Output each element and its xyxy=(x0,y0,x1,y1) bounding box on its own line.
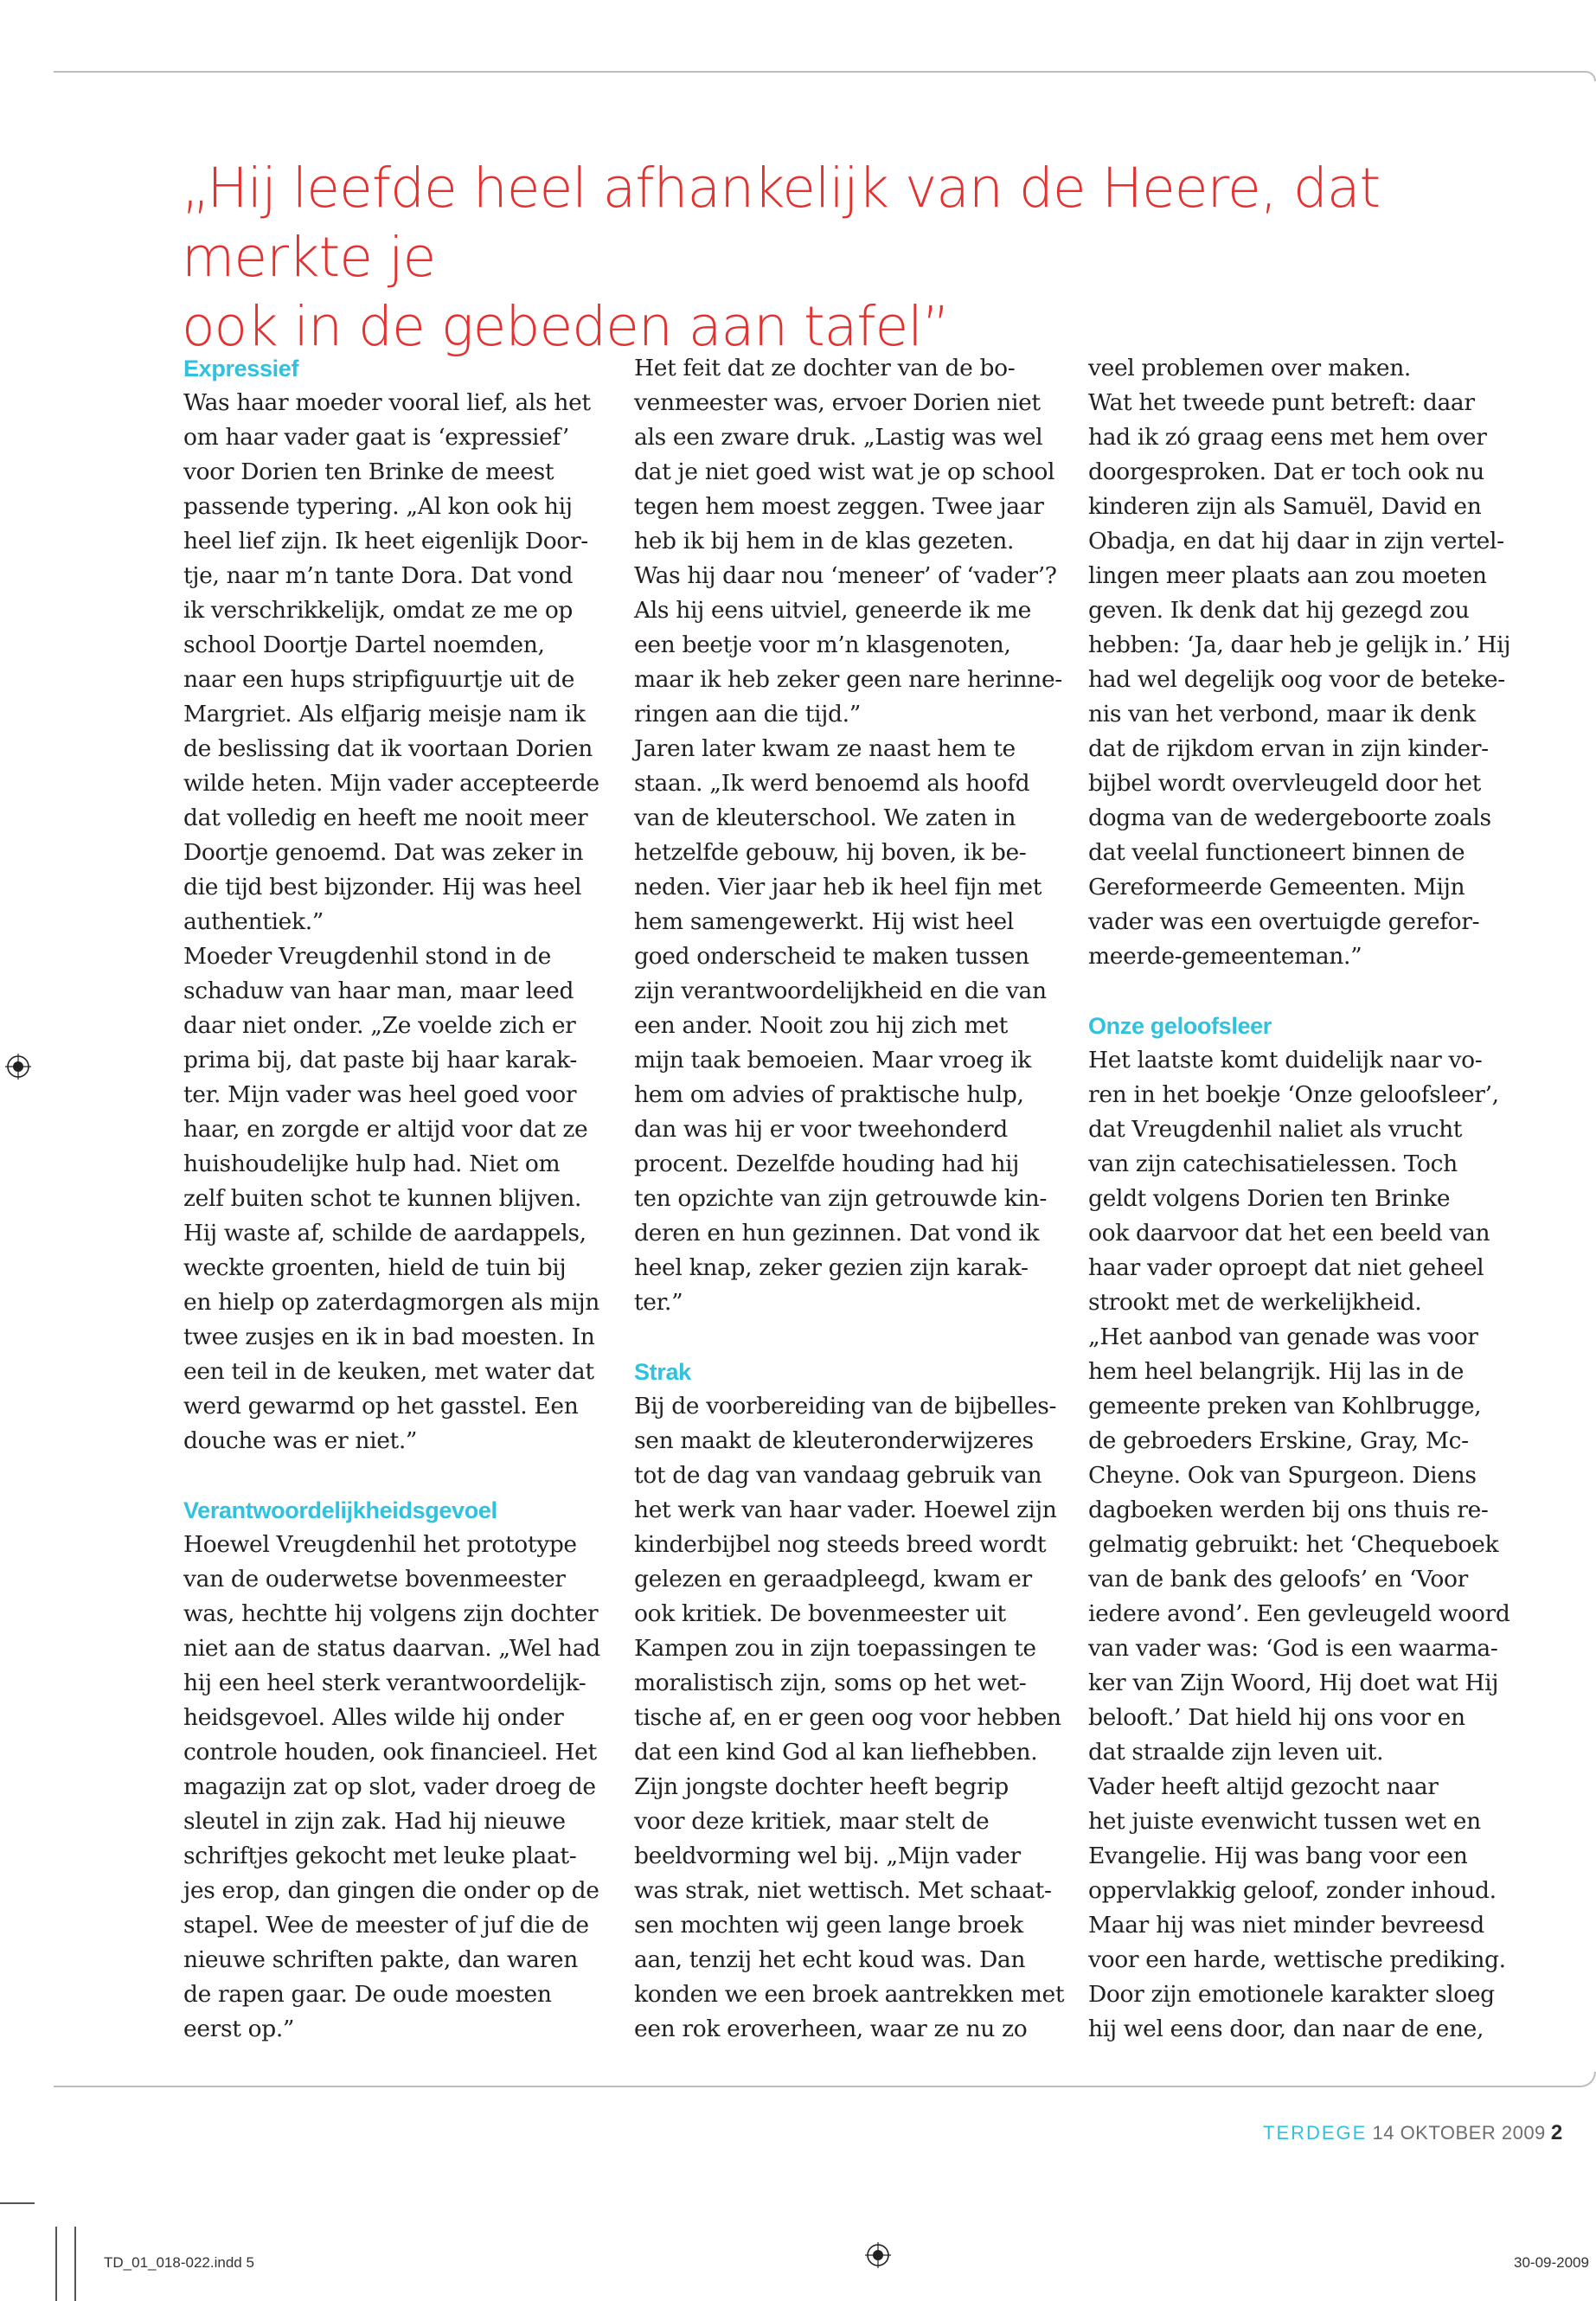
body-text-line: zijn verantwoordelijkheid en die van xyxy=(634,977,1047,1004)
body-text-line: mijn taak bemoeien. Maar vroeg ik xyxy=(634,1047,1031,1074)
body-text-line: Wat het tweede punt betreft: daar xyxy=(1088,389,1475,416)
body-text-line: en hielp op zaterdagmorgen als mijn xyxy=(183,1289,599,1316)
body-text-line: moralistisch zijn, soms op het wet- xyxy=(634,1670,1027,1696)
body-text-line: hij wel eens door, dan naar de ene, xyxy=(1088,2016,1484,2042)
body-text-line: Obadja, en dat hij daar in zijn vertel- xyxy=(1088,528,1504,554)
body-text-line: tje, naar m’n tante Dora. Dat vond xyxy=(183,562,574,589)
body-text-line: was strak, niet wettisch. Met schaat- xyxy=(634,1877,1052,1904)
body-text-line: een beetje voor m’n klasgenoten, xyxy=(634,631,1011,658)
body-text-line: wilde heten. Mijn vader accepteerde xyxy=(183,770,599,797)
body-text-line: voor deze kritiek, maar stelt de xyxy=(634,1808,990,1835)
section-heading: Verantwoordelijkheidsgevoel xyxy=(183,1497,497,1523)
section-heading: Expressief xyxy=(183,356,299,381)
body-text-line: vader was een overtuigde gerefor- xyxy=(1088,908,1480,935)
body-text-line: van de kleuterschool. We zaten in xyxy=(634,804,1016,831)
body-text-line: schaduw van haar man, maar leed xyxy=(183,977,574,1004)
body-text-line: werd gewarmd op het gasstel. Een xyxy=(183,1393,579,1420)
page-footer xyxy=(1263,2116,1596,2150)
body-text-line: Het feit dat ze dochter van de bo- xyxy=(634,355,1016,381)
body-text-line: schriftjes gekocht met leuke plaat- xyxy=(183,1843,577,1869)
body-text-line: bijbel wordt overvleugeld door het xyxy=(1088,770,1481,797)
body-text-line: dat Vreugdenhil naliet als vrucht xyxy=(1088,1116,1463,1143)
body-text-line: Kampen zou in zijn toepassingen te xyxy=(634,1635,1036,1662)
body-text-line: heidsgevoel. Alles wilde hij onder xyxy=(183,1704,564,1731)
body-text-line: hem samengewerkt. Hij wist heel xyxy=(634,908,1014,935)
body-text-line: de beslissing dat ik voortaan Dorien xyxy=(183,735,593,762)
body-text-line: gelezen en geraadpleegd, kwam er xyxy=(634,1566,1032,1593)
page-number: 2 xyxy=(1550,2121,1563,2144)
body-text-line: iedere avond’. Een gevleugeld woord xyxy=(1088,1600,1510,1627)
body-text-line: sleutel in zijn zak. Had hij nieuwe xyxy=(183,1808,566,1835)
body-text-line: aan, tenzij het echt koud was. Dan xyxy=(634,1946,1026,1973)
body-text-line: Bij de voorbereiding van de bijbelles- xyxy=(634,1393,1057,1420)
body-text-line: was, hechtte hij volgens zijn dochter xyxy=(183,1600,599,1627)
body-text-line: dogma van de wedergeboorte zoals xyxy=(1088,804,1491,831)
body-text-line: doorgesproken. Dat er toch ook nu xyxy=(1088,458,1484,485)
body-text-line: Moeder Vreugdenhil stond in de xyxy=(183,943,551,970)
body-text-line: magazijn zat op slot, vader droeg de xyxy=(183,1773,596,1800)
body-text-line: de gebroeders Erskine, Gray, Mc- xyxy=(1088,1427,1469,1454)
body-text-line: twee zusjes en ik in bad moesten. In xyxy=(183,1324,595,1350)
body-text-line: ook daarvoor dat het een beeld van xyxy=(1088,1220,1490,1247)
body-text-line: die tijd best bijzonder. Hij was heel xyxy=(183,874,582,901)
crop-mark xyxy=(74,2227,76,2301)
body-text-line: dat veelal functioneert binnen de xyxy=(1088,839,1465,866)
body-text-line: belooft.’ Dat hield hij ons voor en xyxy=(1088,1704,1465,1731)
body-text-line: tische af, en er geen oog voor hebben xyxy=(634,1704,1061,1731)
body-text-line: Het laatste komt duidelijk naar vo- xyxy=(1088,1047,1483,1074)
magazine-name: TERDEGE xyxy=(1263,2122,1368,2144)
body-text-line: dat je niet goed wist wat je op school xyxy=(634,458,1055,485)
body-text-line: van de ouderwetse bovenmeester xyxy=(183,1566,566,1593)
body-text-line: hem heel belangrijk. Hij las in de xyxy=(1088,1358,1465,1385)
paragraph-gap xyxy=(634,1320,1067,1355)
body-text-line: Hij waste af, schilde de aardappels, xyxy=(183,1220,586,1247)
body-text-line: ter. Mijn vader was heel goed voor xyxy=(183,1081,577,1108)
crop-mark xyxy=(0,2202,35,2204)
body-text-line: Vader heeft altijd gezocht naar xyxy=(1088,1773,1439,1800)
body-text-line: staan. „Ik werd benoemd als hoofd xyxy=(634,770,1030,797)
body-text-line: Was haar moeder vooral lief, als het xyxy=(183,389,591,416)
body-text-line: dat de rijkdom ervan in zijn kinder- xyxy=(1088,735,1489,762)
body-text-line: weckte groenten, hield de tuin bij xyxy=(183,1254,567,1281)
body-text-line: gelmatig gebruikt: het ‘Chequeboek xyxy=(1088,1531,1499,1558)
body-text-line: ook kritiek. De bovenmeester uit xyxy=(634,1600,1006,1627)
pull-quote-line-1: „Hij leefde heel afhankelijk van de Heere, dat merkte je xyxy=(182,157,1381,289)
body-text-line: heel knap, zeker gezien zijn karak- xyxy=(634,1254,1029,1281)
body-text-line: procent. Dezelfde houding had hij xyxy=(634,1150,1020,1177)
body-text-line: oppervlakkig geloof, zonder inhoud. xyxy=(1088,1877,1497,1904)
body-text-line: van vader was: ‘God is een waarma- xyxy=(1088,1635,1498,1662)
paragraph-gap xyxy=(1088,974,1521,1009)
body-text-line: hebben: ‘Ja, daar heb je gelijk in.’ Hij xyxy=(1088,631,1511,658)
body-text-line: douche was er niet.” xyxy=(183,1427,418,1454)
body-text-line: Door zijn emotionele karakter sloeg xyxy=(1088,1981,1495,2008)
body-text-line: venmeester was, ervoer Dorien niet xyxy=(634,389,1041,416)
body-text-line: van de bank des geloofs’ en ‘Voor xyxy=(1088,1566,1468,1593)
section-heading: Strak xyxy=(634,1359,691,1385)
body-text-line: prima bij, dat paste bij haar karak- xyxy=(183,1047,578,1074)
body-text-line: Doortje genoemd. Dat was zeker in xyxy=(183,839,584,866)
body-text-line: daar niet onder. „Ze voelde zich er xyxy=(183,1012,576,1039)
body-text-line: ringen aan die tijd.” xyxy=(634,701,861,727)
body-text-line: hem om advies of praktische hulp, xyxy=(634,1081,1024,1108)
slug-date: 30-09-2009 xyxy=(1514,2254,1589,2271)
body-text-line: Margriet. Als elfjarig meisje nam ik xyxy=(183,701,586,727)
body-text-line: als een zware druk. „Lastig was wel xyxy=(634,424,1043,451)
body-text-line: dat volledig en heeft me nooit meer xyxy=(183,804,588,831)
registration-mark-icon xyxy=(865,2242,891,2268)
body-text-line: deren en hun gezinnen. Dat vond ik xyxy=(634,1220,1040,1247)
body-text-line: ren in het boekje ‘Onze geloofsleer’, xyxy=(1088,1081,1499,1108)
body-text-line: huishoudelijke hulp had. Niet om xyxy=(183,1150,561,1177)
body-text-line: ter.” xyxy=(634,1289,683,1316)
body-text-line: tot de dag van vandaag gebruik van xyxy=(634,1462,1042,1489)
body-text-line: voor een harde, wettische prediking. xyxy=(1088,1946,1506,1973)
body-text-line: had ik zó graag eens met hem over xyxy=(1088,424,1487,451)
body-text-line: Zijn jongste dochter heeft begrip xyxy=(634,1773,1009,1800)
body-text-line: school Doortje Dartel noemden, xyxy=(183,631,545,658)
bottom-rule xyxy=(54,2072,1596,2087)
text-column-1 xyxy=(183,351,616,2047)
body-text-line: Als hij eens uitviel, geneerde ik me xyxy=(634,597,1031,624)
body-text-line: kinderbijbel nog steeds breed wordt xyxy=(634,1531,1047,1558)
body-text-line: kinderen zijn als Samuël, David en xyxy=(1088,493,1482,520)
top-rule xyxy=(54,71,1596,81)
body-text-line: strookt met de werkelijkheid. xyxy=(1088,1289,1422,1316)
pull-quote xyxy=(182,154,1531,362)
body-text-line: nis van het verbond, maar ik denk xyxy=(1088,701,1476,727)
body-text-line: ten opzichte van zijn getrouwde kin- xyxy=(634,1185,1047,1212)
body-text-line: naar een hups stripfiguurtje uit de xyxy=(183,666,575,693)
body-text-line: veel problemen over maken. xyxy=(1088,355,1412,381)
body-text-line: dat een kind God al kan liefhebben. xyxy=(634,1739,1038,1766)
registration-mark-icon xyxy=(5,1054,31,1080)
body-text-line: voor Dorien ten Brinke de meest xyxy=(183,458,554,485)
section-heading: Onze geloofsleer xyxy=(1088,1013,1272,1039)
body-text-line: hij een heel sterk verantwoordelijk- xyxy=(183,1670,586,1696)
slug-filename: TD_01_018-022.indd 5 xyxy=(104,2254,254,2271)
body-text-line: dagboeken werden bij ons thuis re- xyxy=(1088,1497,1489,1523)
body-text-line: nieuwe schriften pakte, dan waren xyxy=(183,1946,578,1973)
body-text-line: Gereformeerde Gemeenten. Mijn xyxy=(1088,874,1465,901)
paragraph-gap xyxy=(183,1458,616,1493)
body-text-line: meerde-gemeenteman.” xyxy=(1088,943,1362,970)
body-text-line: jes erop, dan gingen die onder op de xyxy=(183,1877,599,1904)
body-text-line: om haar vader gaat is ‘expressief’ xyxy=(183,424,569,451)
body-text-line: het juiste evenwicht tussen wet en xyxy=(1088,1808,1481,1835)
text-column-2 xyxy=(634,351,1067,2047)
body-text-line: maar ik heb zeker geen nare herinne- xyxy=(634,666,1062,693)
body-text-line: heel lief zijn. Ik heet eigenlijk Door- xyxy=(183,528,588,554)
body-text-line: heb ik bij hem in de klas gezeten. xyxy=(634,528,1015,554)
body-text-line: zelf buiten schot te kunnen blijven. xyxy=(183,1185,582,1212)
body-text-line: haar vader oproept dat niet geheel xyxy=(1088,1254,1484,1281)
body-text-line: beeldvorming wel bij. „Mijn vader xyxy=(634,1843,1021,1869)
body-text-line: een teil in de keuken, met water dat xyxy=(183,1358,594,1385)
body-text-line: sen mochten wij geen lange broek xyxy=(634,1912,1023,1939)
crop-mark xyxy=(55,2227,57,2301)
body-text-line: hetzelfde gebouw, hij boven, ik be- xyxy=(634,839,1027,866)
body-text-line: Hoewel Vreugdenhil het prototype xyxy=(183,1531,577,1558)
body-text-line: stapel. Wee de meester of juf die de xyxy=(183,1912,589,1939)
body-text-line: Maar hij was niet minder bevreesd xyxy=(1088,1912,1484,1939)
body-text-line: ker van Zijn Woord, Hij doet wat Hij xyxy=(1088,1670,1499,1696)
body-text-line: konden we een broek aantrekken met xyxy=(634,1981,1065,2008)
body-text-line: goed onderscheid te maken tussen xyxy=(634,943,1029,970)
body-text-line: haar, en zorgde er altijd voor dat ze xyxy=(183,1116,588,1143)
body-text-line: sen maakt de kleuteronderwijzeres xyxy=(634,1427,1034,1454)
body-text-line: van zijn catechisatielessen. Toch xyxy=(1088,1150,1458,1177)
body-text-line: niet aan de status daarvan. „Wel had xyxy=(183,1635,600,1662)
body-text-line: eerst op.” xyxy=(183,2016,295,2042)
body-text-line: lingen meer plaats aan zou moeten xyxy=(1088,562,1487,589)
body-text-line: neden. Vier jaar heb ik heel fijn met xyxy=(634,874,1042,901)
body-text-line: de rapen gaar. De oude moesten xyxy=(183,1981,552,2008)
body-text-line: geldt volgens Dorien ten Brinke xyxy=(1088,1185,1451,1212)
body-text-line: passende typering. „Al kon ook hij xyxy=(183,493,573,520)
body-text-line: Was hij daar nou ‘meneer’ of ‘vader’? xyxy=(634,562,1057,589)
body-text-line: dat straalde zijn leven uit. xyxy=(1088,1739,1384,1766)
body-text-line: authentiek.” xyxy=(183,908,324,935)
body-text-line: een ander. Nooit zou hij zich met xyxy=(634,1012,1008,1039)
body-text-line: Jaren later kwam ze naast hem te xyxy=(634,735,1016,762)
body-text-line: geven. Ik denk dat hij gezegd zou xyxy=(1088,597,1470,624)
text-column-3 xyxy=(1088,351,1521,2047)
body-text-line: tegen hem moest zeggen. Twee jaar xyxy=(634,493,1044,520)
body-text-line: dan was hij er voor tweehonderd xyxy=(634,1116,1008,1143)
body-text-line: Evangelie. Hij was bang voor een xyxy=(1088,1843,1468,1869)
body-text-line: het werk van haar vader. Hoewel zijn xyxy=(634,1497,1057,1523)
body-text-line: „Het aanbod van genade was voor xyxy=(1088,1324,1478,1350)
body-text-line: ik verschrikkelijk, omdat ze me op xyxy=(183,597,574,624)
body-text-line: Cheyne. Ook van Spurgeon. Diens xyxy=(1088,1462,1477,1489)
body-text-line: had wel degelijk oog voor de beteke- xyxy=(1088,666,1505,693)
body-text-line: controle houden, ook financieel. Het xyxy=(183,1739,597,1766)
body-text-line: gemeente preken van Kohlbrugge, xyxy=(1088,1393,1482,1420)
issue-date: 14 OKTOBER 2009 xyxy=(1372,2122,1546,2144)
pull-quote-line-2: ook in de gebeden aan tafel” xyxy=(182,295,950,358)
body-text-line: een rok eroverheen, waar ze nu zo xyxy=(634,2016,1028,2042)
